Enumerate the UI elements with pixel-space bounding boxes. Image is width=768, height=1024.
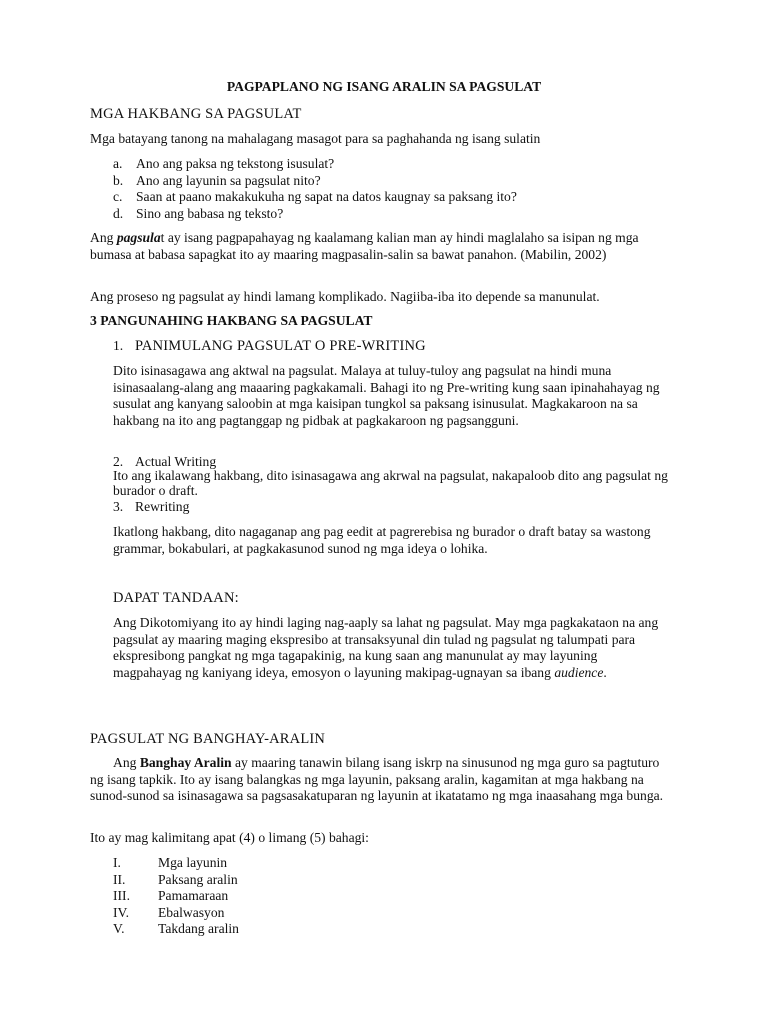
list-item-text: Saan at paano makakukuha ng sapat na datos kaugnay sa paksang ito? xyxy=(136,189,517,204)
document-title: PAGPAPLANO NG ISANG ARALIN SA PAGSULAT xyxy=(226,79,542,94)
list-marker: c. xyxy=(113,189,123,204)
tandaan-text: Ang Dikotomiyang ito ay hindi laging nag-aaply sa lahat ng pagsulat. May mga pagkakataon na ang pagsulat ay maaring maging ekspresibo at transaksyunal din tulad ng pagsulat ng talumpati para ekspresibong pangkat ng mga tagapakinig, na kung saan ang manunulat ay may layuning magpahayag ng kaniyang ideya, emosyon o layuning makipag-ugnayan sa ibang xyxy=(113,615,659,680)
list-marker: V. xyxy=(113,921,125,936)
step-label: Rewriting xyxy=(135,499,190,514)
list-marker: III. xyxy=(113,888,130,903)
step-number: 1. xyxy=(113,338,124,353)
step-3-text: Ikatlong hakbang, dito nagaganap ang pag eedit at pagrerebisa ng burador o draft batay sa wastong grammar, bokabulari, at pagkakasunod sunod ng mga ideya o lohika. xyxy=(113,524,651,556)
banghay-paragraph xyxy=(90,755,675,805)
list-item-text: Ano ang layunin sa pagsulat nito? xyxy=(136,172,321,188)
list-item-text: Takdang aralin xyxy=(158,921,239,936)
list-item-text: Ano ang paksa ng tekstong isusulat? xyxy=(136,156,335,171)
proseso-paragraph: Ang proseso ng pagsulat ay hindi lamang komplikado. Nagiiba-iba ito depende sa manunulat. xyxy=(90,289,600,304)
bahagi-intro: Ito ay mag kalimitang apat (4) o limang (5) bahagi: xyxy=(90,830,369,845)
intro-paragraph: Mga batayang tanong na mahalagang masagot para sa paghahanda ng isang sulatin xyxy=(90,131,541,146)
definition-after: t ay isang pagpapahayag ng kaalamang kalian man ay hindi maglalaho sa isipan ng mga bumasa at babasa sapagkat ito ay maaring magpasalin-salin sa bawat panahon. (Mabilin, 2002) xyxy=(90,230,639,262)
list-item-text: Pamamaraan xyxy=(158,888,229,903)
list-marker: b. xyxy=(113,172,124,188)
section-heading-tatlong-hakbang: 3 PANGUNAHING HAKBANG SA PAGSULAT xyxy=(90,313,373,328)
step-number: 3. xyxy=(113,499,124,514)
step-label: Actual Writing xyxy=(135,454,217,469)
list-marker: II. xyxy=(113,871,126,887)
definition-term: pagsula xyxy=(116,230,161,245)
list-item-text: Sino ang babasa ng teksto? xyxy=(136,205,284,221)
banghay-term: Banghay Aralin xyxy=(139,755,232,770)
step-label: PANIMULANG PAGSULAT O PRE-WRITING xyxy=(135,338,426,354)
definition-before: Ang xyxy=(90,230,117,245)
tandaan-paragraph xyxy=(113,615,661,681)
list-item-text: Paksang aralin xyxy=(158,871,238,887)
section-heading-hakbang: MGA HAKBANG SA PAGSULAT xyxy=(90,106,302,122)
section-heading-banghay-aralin: PAGSULAT NG BANGHAY-ARALIN xyxy=(90,731,326,747)
tandaan-italic: audience xyxy=(554,664,604,680)
list-item-text: Ebalwasyon xyxy=(158,904,225,920)
banghay-after: ay maaring tanawin bilang isang iskrp na sinusunod ng mga guro sa pagtuturo ng isang tapkik. Ito ay isang balangkas ng mga layunin, paksang aralin, kagamitan at mga hakbang na sunod-sunod sa isinasagawa sa pagsasakatuparan ng layunin at ikatatamo ng mga inaasahang mga bunga. xyxy=(90,755,664,803)
tandaan-end: . xyxy=(603,664,607,680)
step-1-text: Dito isinasagawa ang aktwal na pagsulat. Malaya at tuluy-tuloy ang pagsulat na hindi muna isinasaalang-alang ang maaaring pagkakamali. Bahagi ito ng Pre-writing kung saan ipinahahayag ng susulat ang kanyang saloobin at mga kaisipan tungkol sa paksang isinusulat. Magkakaroon na sa hakbang na ito ang pagtanggap ng pidbak at pagkakaroon ng pagsangguni. xyxy=(113,363,660,428)
banghay-before: Ang xyxy=(113,755,140,770)
list-marker: a. xyxy=(113,156,123,171)
list-item-text: Mga layunin xyxy=(158,855,228,870)
definition-paragraph xyxy=(90,230,675,263)
section-heading-dapat-tandaan: DAPAT TANDAAN: xyxy=(113,590,239,606)
list-marker: IV. xyxy=(113,904,129,920)
step-2-text: Ito ang ikalawang hakbang, dito isinasagawa ang akrwal na pagsulat, nakapaloob dito ang pagsulat ng burador o draft. xyxy=(113,468,668,498)
step-number: 2. xyxy=(113,454,124,469)
list-marker: d. xyxy=(113,205,124,221)
list-marker: I. xyxy=(113,855,121,870)
